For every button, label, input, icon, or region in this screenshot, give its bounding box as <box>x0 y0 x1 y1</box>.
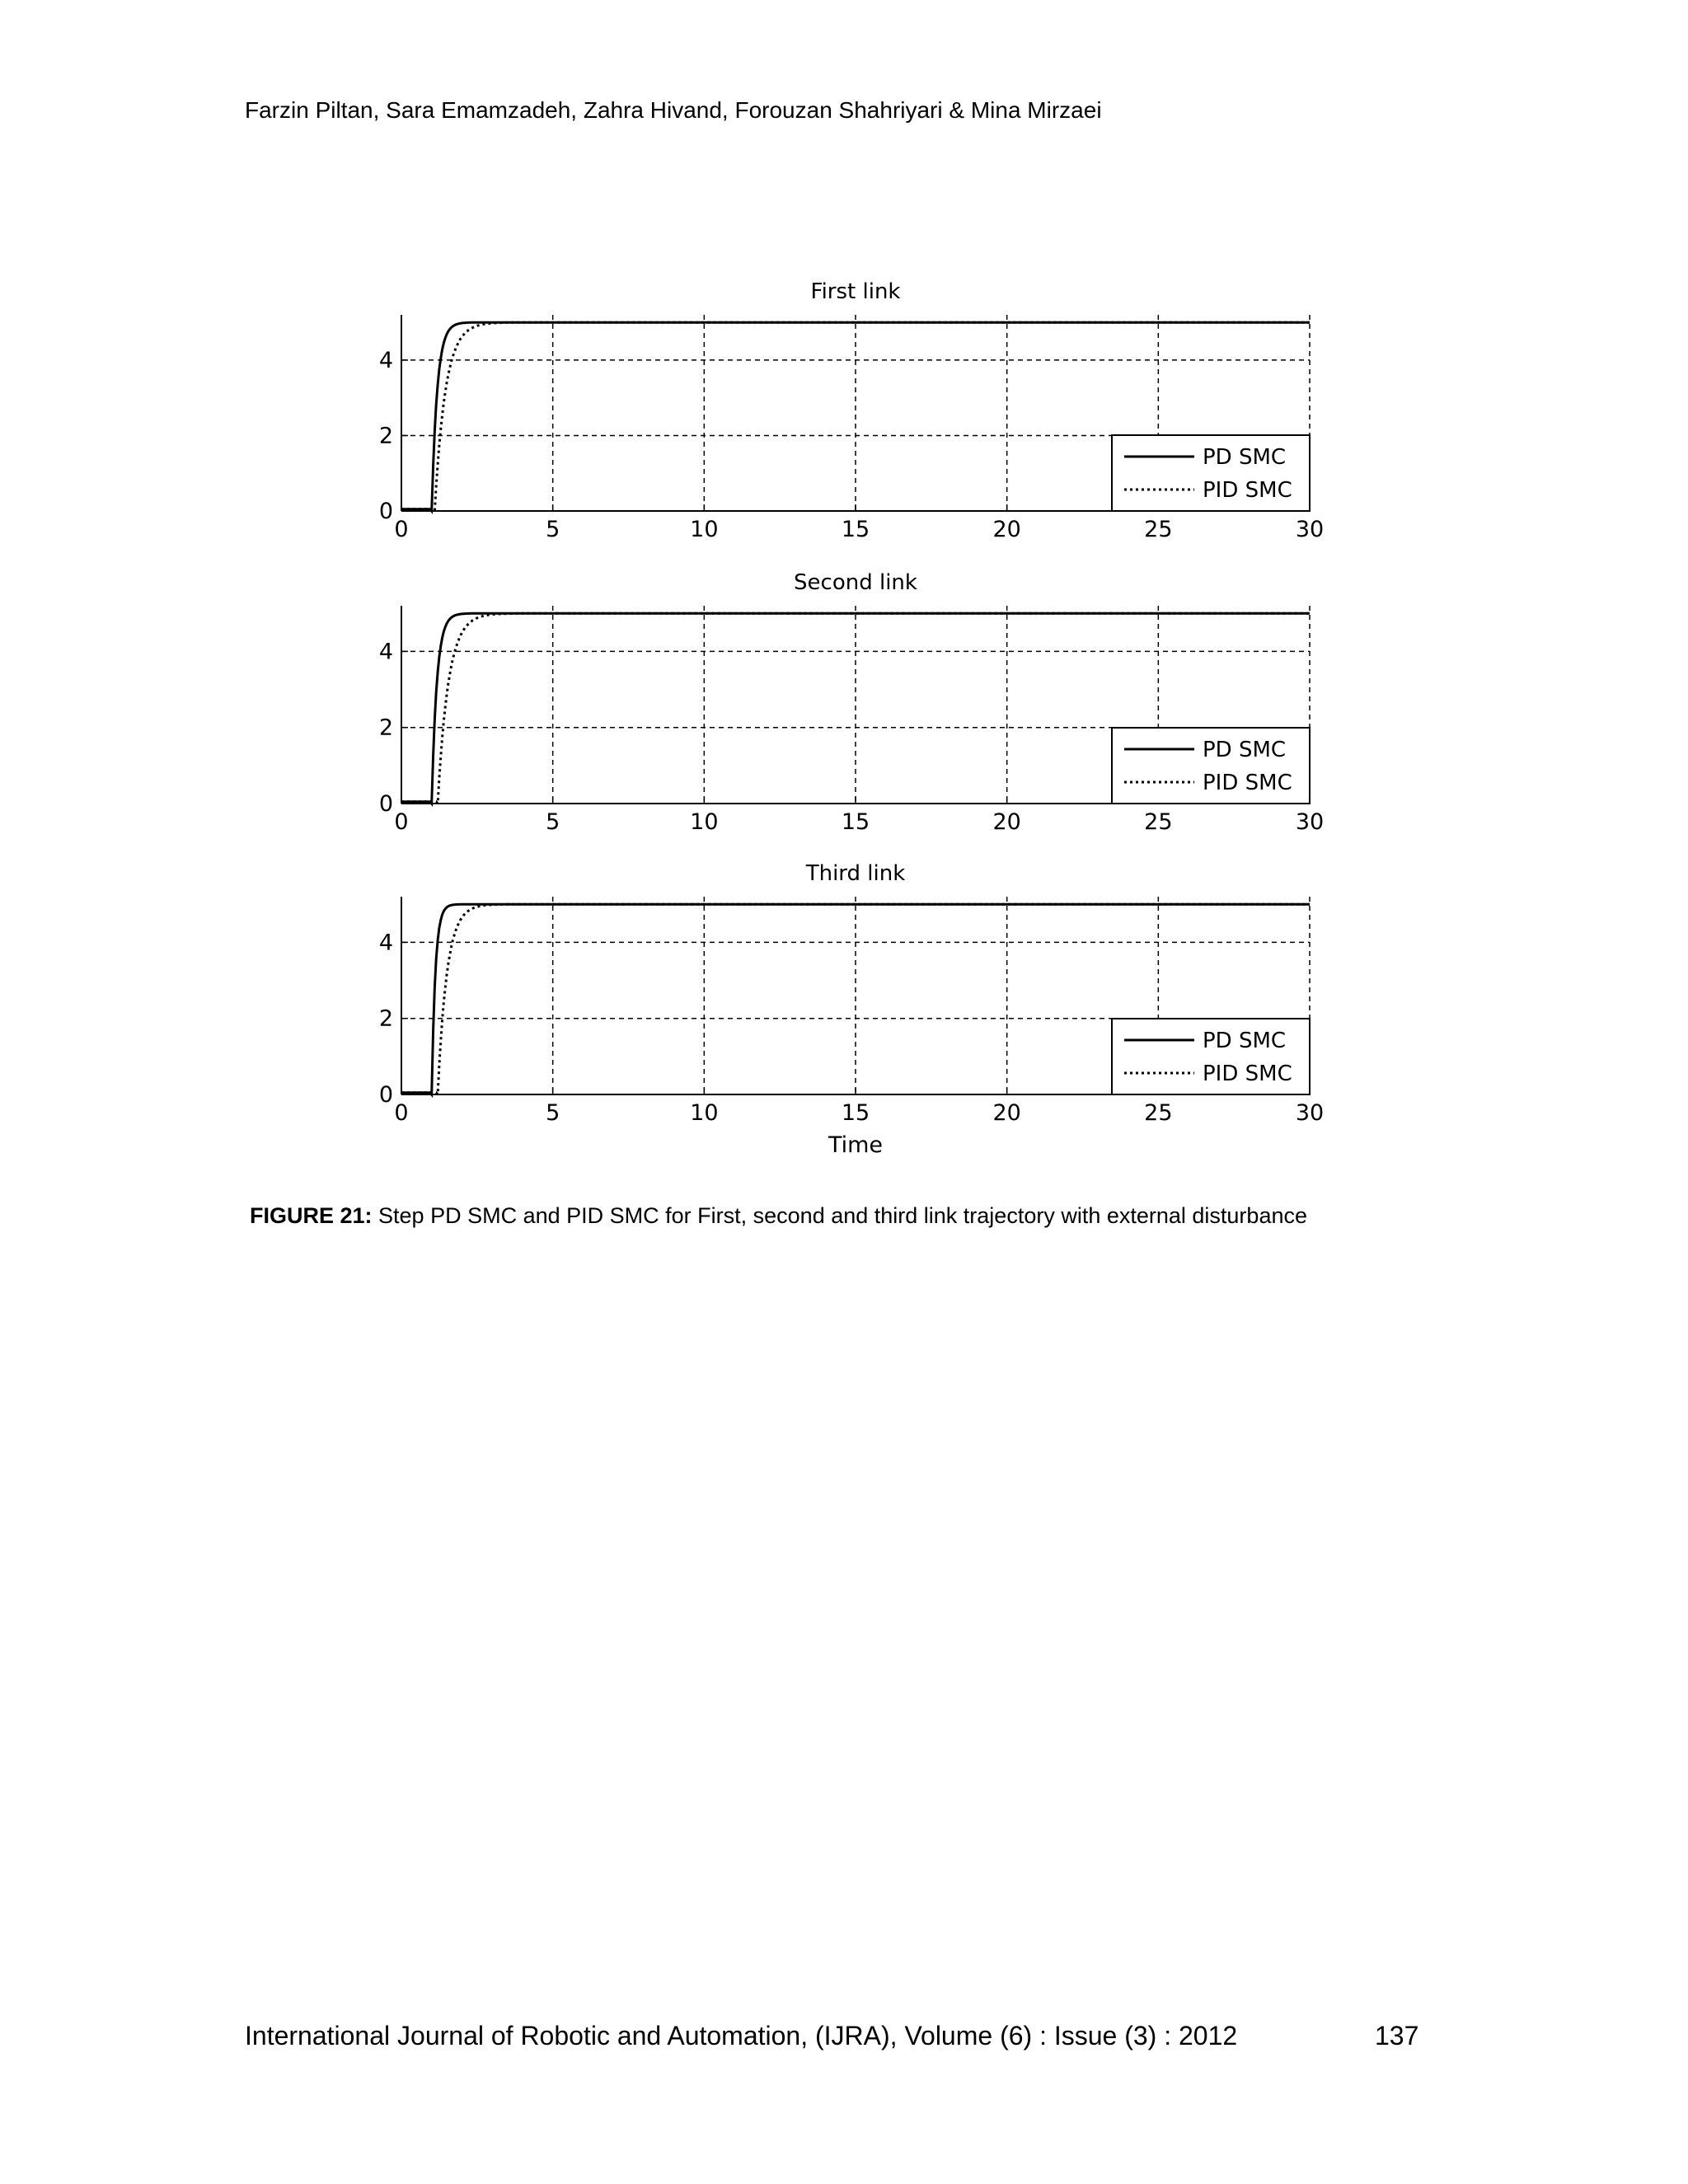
subplot-title: Third link <box>805 861 906 886</box>
x-tick-label: 30 <box>1295 809 1325 835</box>
x-tick-label: 0 <box>394 1100 409 1126</box>
y-tick-label: 4 <box>378 930 393 956</box>
subplot-2 <box>379 570 1324 835</box>
legend <box>1112 1019 1310 1094</box>
legend-label: PID SMC <box>1203 771 1292 795</box>
x-tick-label: 30 <box>1295 517 1325 542</box>
legend-label: PID SMC <box>1203 478 1292 503</box>
x-tick-label: 20 <box>992 517 1021 542</box>
x-tick-label: 5 <box>546 1100 560 1126</box>
legend-label: PD SMC <box>1203 738 1287 762</box>
x-tick-label: 5 <box>546 809 560 835</box>
subplot-title: First link <box>810 279 901 304</box>
y-tick-label: 2 <box>378 1005 393 1032</box>
running-header: Farzin Piltan, Sara Emamzadeh, Zahra Hivand, Forouzan Shahriyari & Mina Mirzaei <box>245 97 1102 123</box>
x-tick-label: 20 <box>992 1100 1021 1126</box>
subplot-title: Second link <box>794 570 917 595</box>
x-tick-label: 25 <box>1144 517 1173 542</box>
y-tick-label: 0 <box>378 791 393 817</box>
figure-caption <box>250 1203 1307 1229</box>
x-tick-label: 0 <box>394 517 409 542</box>
x-tick-label: 15 <box>841 1100 870 1126</box>
x-tick-label: 15 <box>841 517 870 542</box>
x-tick-label: 10 <box>690 809 719 835</box>
y-tick-label: 0 <box>378 499 393 524</box>
x-tick-label: 5 <box>546 517 560 542</box>
x-axis-label: Time <box>828 1132 884 1158</box>
legend <box>1112 435 1310 511</box>
y-tick-label: 4 <box>378 347 393 373</box>
x-tick-label: 25 <box>1144 1100 1173 1126</box>
x-tick-label: 0 <box>394 809 409 835</box>
figure-caption-text: Step PD SMC and PID SMC for First, second and third link trajectory with external disturbance <box>372 1203 1307 1228</box>
subplot-1 <box>379 279 1324 542</box>
subplot-3 <box>379 861 1324 1158</box>
x-tick-label: 15 <box>841 809 870 835</box>
legend <box>1112 728 1310 804</box>
x-tick-label: 20 <box>992 809 1021 835</box>
legend-label: PD SMC <box>1203 1029 1287 1053</box>
x-tick-label: 25 <box>1144 809 1173 835</box>
y-tick-label: 0 <box>378 1082 393 1108</box>
y-tick-label: 4 <box>378 639 393 665</box>
legend-label: PD SMC <box>1203 445 1287 470</box>
y-tick-label: 2 <box>378 715 393 741</box>
figure-caption-label: FIGURE 21: <box>250 1203 373 1228</box>
x-tick-label: 30 <box>1295 1100 1325 1126</box>
x-tick-label: 10 <box>690 517 719 542</box>
legend-label: PID SMC <box>1203 1062 1292 1086</box>
page-number: 137 <box>1375 2021 1419 2050</box>
y-tick-label: 2 <box>378 423 393 449</box>
x-tick-label: 10 <box>690 1100 719 1126</box>
journal-footer: International Journal of Robotic and Automation, (IJRA), Volume (6) : Issue (3) : 2012 <box>245 2021 1238 2050</box>
